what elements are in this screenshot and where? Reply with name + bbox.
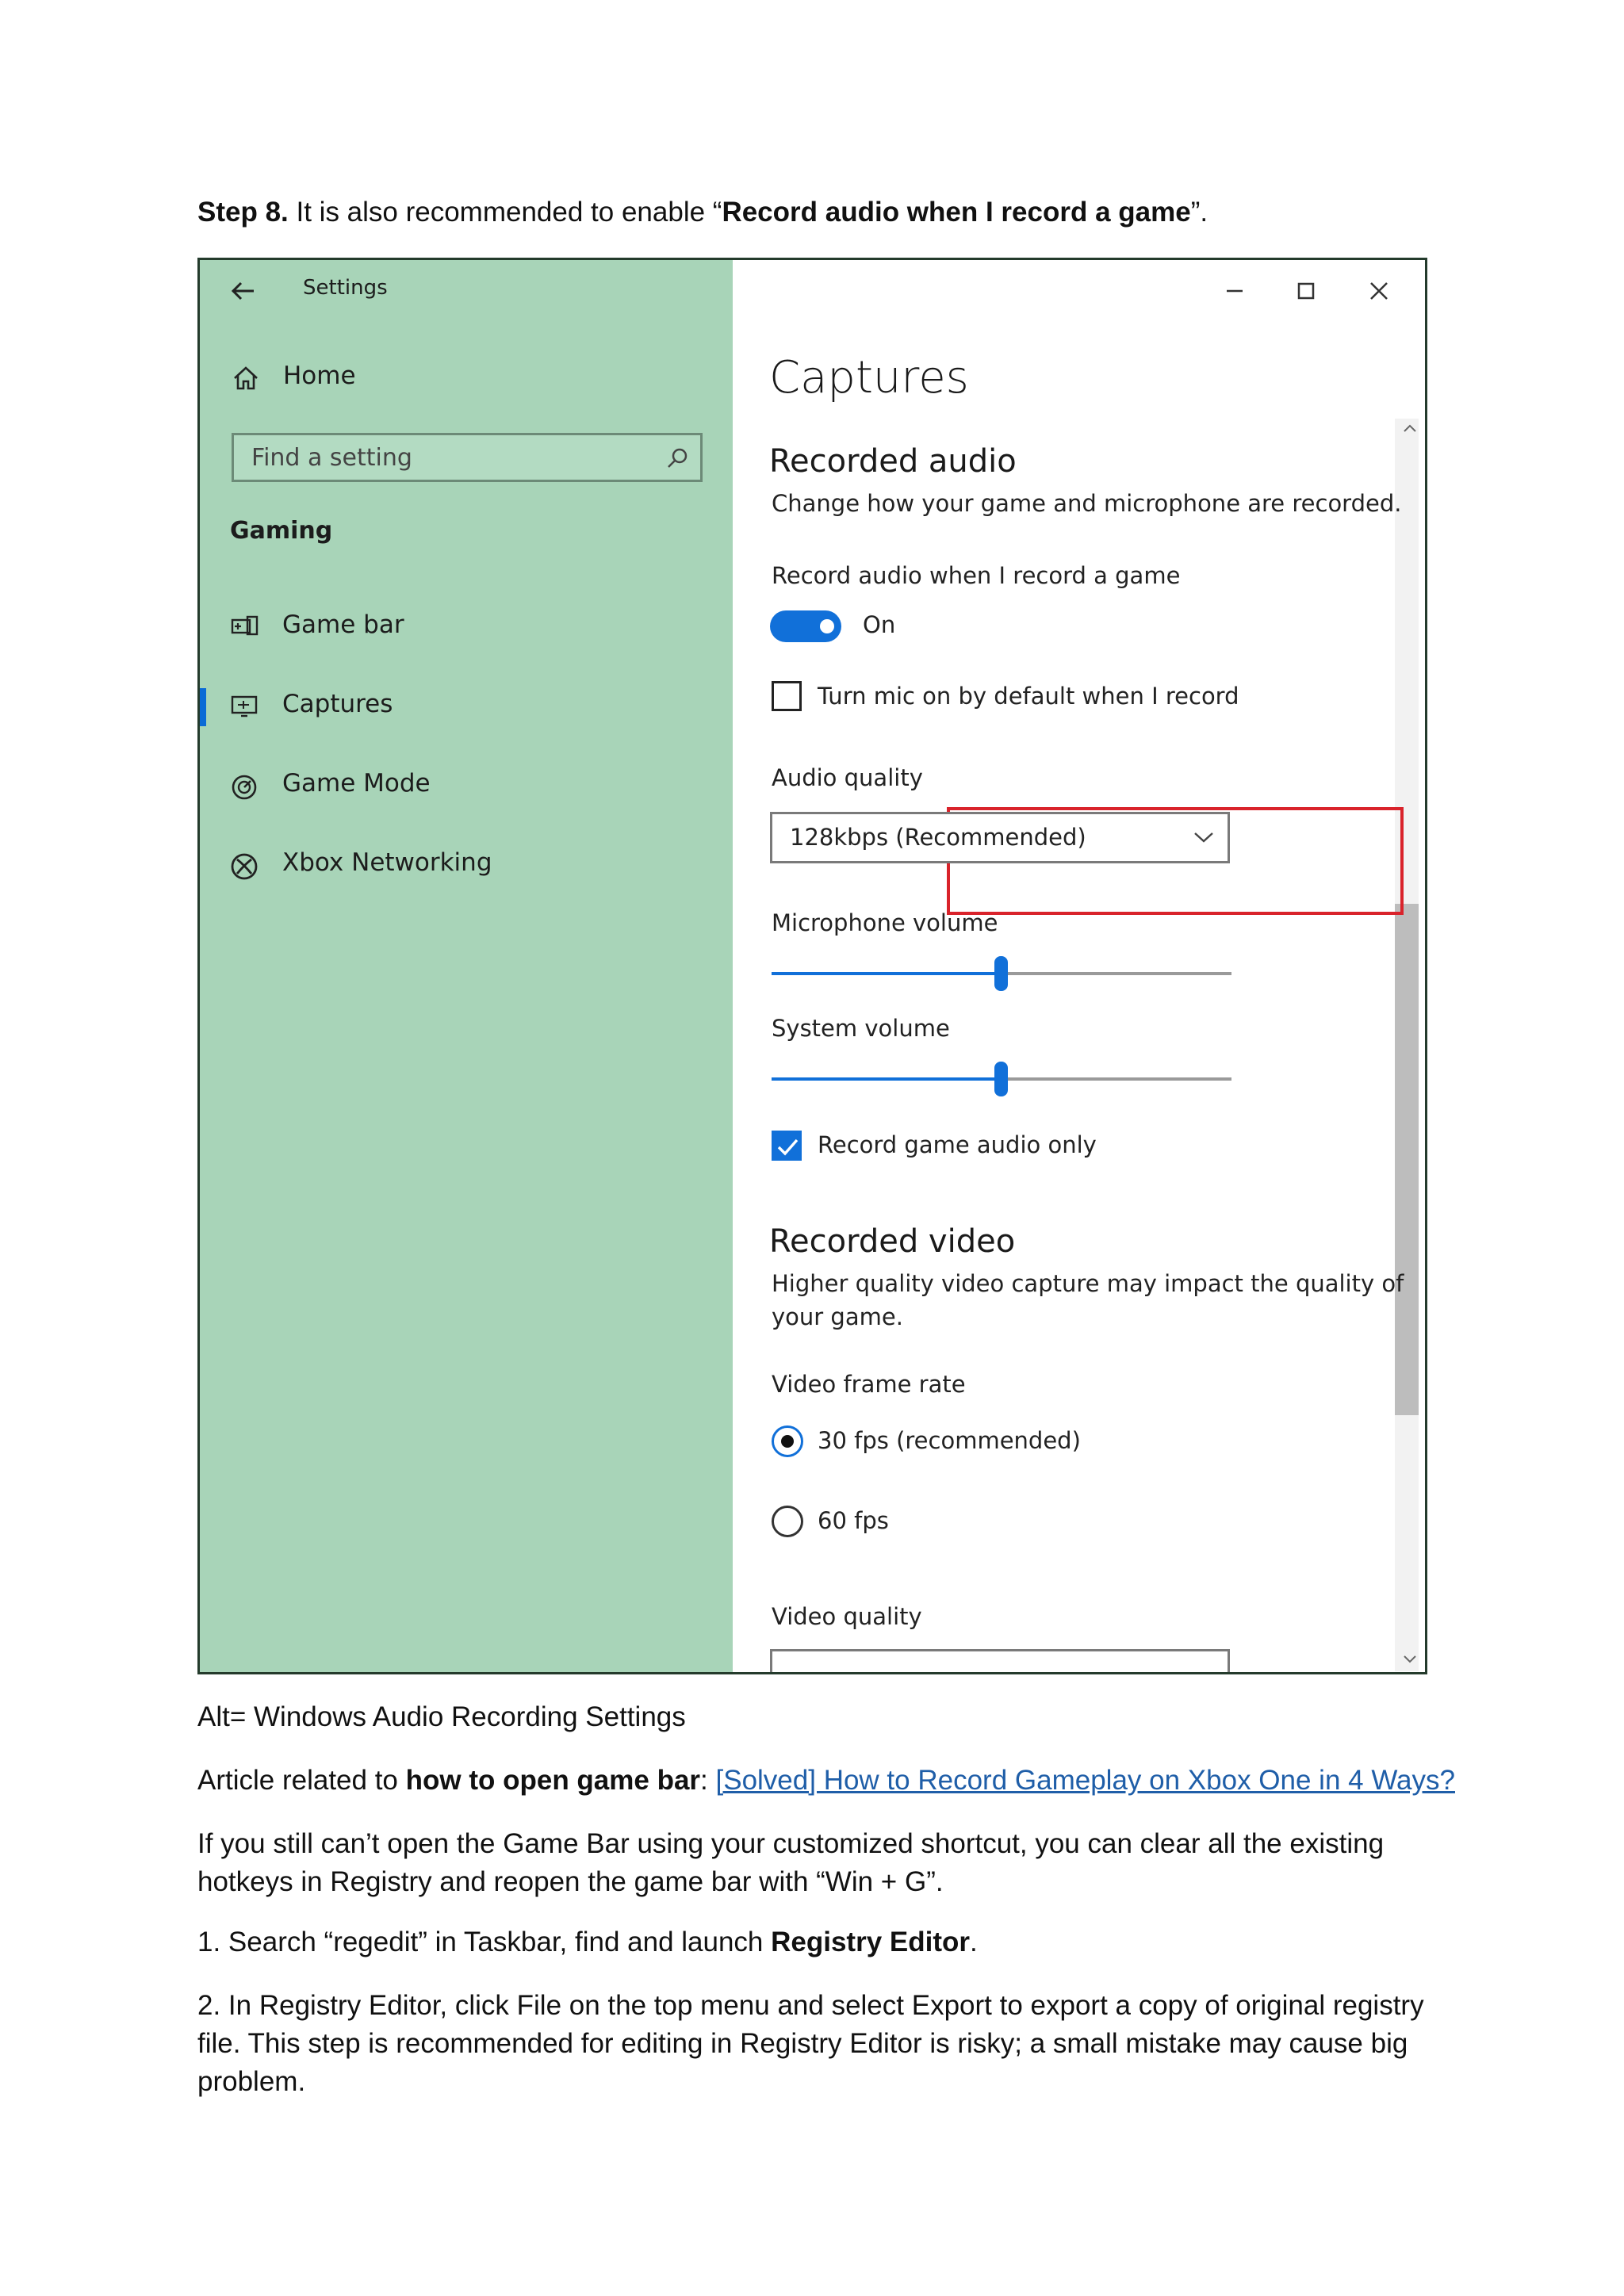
settings-screenshot — [197, 258, 1427, 1674]
game-audio-only-label: Record game audio only — [818, 1131, 1097, 1158]
recorded-video-description-1: Higher quality video capture may impact the quality of — [772, 1270, 1404, 1297]
game-audio-only-checkbox[interactable] — [772, 1131, 802, 1161]
recorded-audio-description: Change how your game and microphone are recorded. — [772, 490, 1402, 517]
scroll-up-icon[interactable] — [1402, 423, 1418, 434]
recorded-audio-heading: Recorded audio — [769, 443, 1017, 480]
audio-quality-value: 128kbps (Recommended) — [790, 824, 1086, 851]
related-bold: how to open game bar — [405, 1765, 701, 1796]
video-quality-label: Video quality — [772, 1603, 922, 1630]
home-icon — [232, 365, 260, 392]
section-title-gaming: Gaming — [230, 517, 333, 545]
audio-quality-label: Audio quality — [772, 764, 923, 791]
mic-volume-fill — [772, 972, 1002, 975]
settings-sidebar — [200, 260, 733, 1672]
system-volume-fill — [772, 1077, 1002, 1081]
radio-60fps[interactable] — [772, 1506, 803, 1537]
image-caption: Alt= Windows Audio Recording Settings — [197, 1701, 686, 1732]
close-icon[interactable] — [1351, 270, 1407, 312]
step-label: Step 8. — [197, 197, 289, 228]
paragraph-1-line-1: If you still can’t open the Game Bar using your customized shortcut, you can clear all the existing — [197, 1828, 1385, 1859]
frame-rate-label: Video frame rate — [772, 1371, 966, 1398]
search-placeholder: Find a setting — [251, 444, 412, 472]
related-link[interactable]: [Solved] How to Record Gameplay on Xbox One in 4 Ways? — [715, 1765, 1455, 1796]
step-1-end: . — [970, 1927, 978, 1957]
step-2-line-1: 2. In Registry Editor, click File on the top menu and select Export to export a copy of original registry — [197, 1990, 1424, 2021]
sidebar-item-game-mode[interactable]: Game Mode — [282, 769, 431, 798]
step-2-line-3: problem. — [197, 2066, 306, 2097]
video-quality-dropdown[interactable] — [770, 1649, 1230, 1674]
minimize-icon[interactable] — [1207, 270, 1262, 312]
recorded-video-heading: Recorded video — [769, 1223, 1016, 1260]
page-title: Captures — [769, 352, 969, 404]
recorded-video-description-2: your game. — [772, 1303, 903, 1330]
xbox-icon — [230, 852, 259, 881]
step-1 — [197, 1923, 978, 1961]
option-60fps-label: 60 fps — [818, 1507, 889, 1534]
paragraph-1-line-2: hotkeys in Registry and reopen the game bar with “Win + G”. — [197, 1866, 944, 1897]
step-heading — [197, 193, 1208, 232]
mic-default-label: Turn mic on by default when I record — [818, 683, 1239, 710]
mic-volume-label: Microphone volume — [772, 909, 998, 936]
step-bold-text: Record audio when I record a game — [722, 197, 1191, 228]
radio-selected-dot — [781, 1435, 794, 1448]
toggle-state: On — [863, 611, 896, 638]
related-article — [197, 1762, 1455, 1800]
audio-quality-dropdown[interactable] — [770, 812, 1230, 863]
step-1-text: 1. Search “regedit” in Taskbar, find and launch — [197, 1927, 772, 1957]
related-colon: : — [700, 1765, 716, 1796]
back-arrow-icon[interactable] — [230, 279, 257, 303]
search-input[interactable] — [232, 433, 703, 482]
window-title: Settings — [303, 276, 388, 300]
maximize-icon[interactable] — [1278, 270, 1334, 312]
step-text-end: ”. — [1190, 197, 1208, 228]
record-audio-label: Record audio when I record a game — [772, 562, 1181, 589]
search-icon[interactable] — [665, 446, 689, 470]
sidebar-item-xbox-networking[interactable]: Xbox Networking — [282, 848, 492, 877]
step-1-bold: Registry Editor — [771, 1927, 971, 1957]
mic-volume-thumb[interactable] — [994, 956, 1008, 991]
option-30fps-label: 30 fps (recommended) — [818, 1427, 1081, 1454]
sidebar-item-game-bar[interactable]: Game bar — [282, 610, 404, 639]
scrollbar-thumb[interactable] — [1395, 904, 1419, 1415]
system-volume-thumb[interactable] — [994, 1062, 1008, 1096]
toggle-knob — [820, 619, 834, 633]
scroll-down-icon[interactable] — [1402, 1654, 1418, 1665]
active-indicator — [200, 688, 206, 726]
sidebar-item-home[interactable]: Home — [283, 362, 356, 390]
radio-30fps[interactable] — [772, 1425, 803, 1457]
game-bar-icon — [230, 614, 260, 637]
mic-default-checkbox[interactable] — [772, 681, 802, 711]
system-volume-label: System volume — [772, 1015, 950, 1042]
sidebar-item-captures[interactable]: Captures — [282, 690, 393, 718]
checkmark-icon — [776, 1135, 799, 1158]
record-audio-toggle[interactable] — [770, 610, 841, 642]
related-prefix: Article related to — [197, 1765, 406, 1796]
chevron-down-icon — [1193, 830, 1215, 844]
game-mode-icon — [230, 773, 259, 802]
captures-icon — [230, 694, 260, 719]
step-text: It is also recommended to enable “ — [288, 197, 722, 228]
step-2-line-2: file. This step is recommended for editing in Registry Editor is risky; a small mistake may cause big — [197, 2028, 1408, 2059]
